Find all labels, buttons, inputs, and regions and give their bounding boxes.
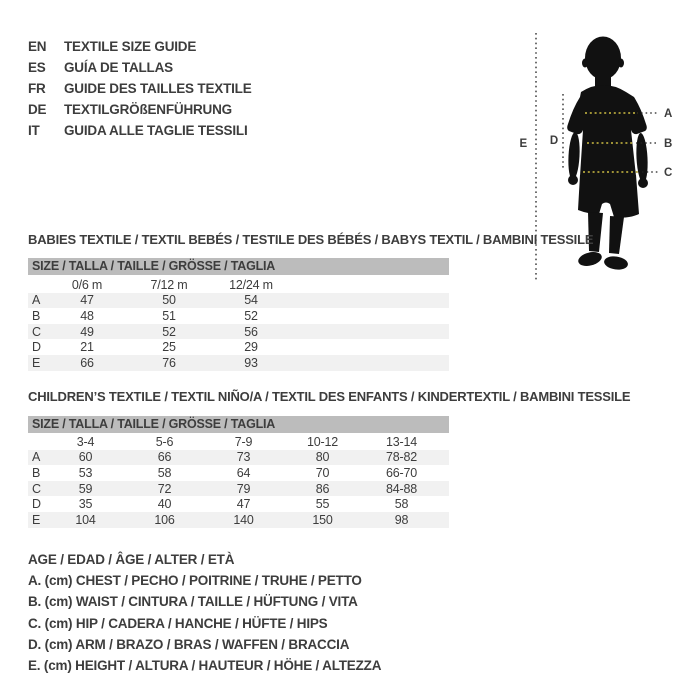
children-col-header: 5-6 [155, 434, 174, 449]
children-row-e [28, 512, 449, 528]
babies-size-header-bar: SIZE / TALLA / TAILLE / GRÖSSE / TAGLIA [28, 258, 449, 275]
table-cell: 73 [236, 450, 251, 465]
row-label: A [32, 450, 41, 465]
children-row-d [28, 496, 449, 512]
table-cell: 25 [162, 340, 176, 355]
table-cell: 84-88 [386, 481, 417, 496]
measure-label-c: C [664, 167, 673, 179]
children-row-c [28, 481, 449, 497]
table-cell: 50 [162, 293, 176, 308]
table-cell: 55 [315, 497, 330, 512]
babies-row-c [28, 324, 449, 340]
table-cell: 47 [236, 497, 251, 512]
language-row-es [28, 57, 252, 78]
babies-column-header-row [28, 277, 449, 293]
table-cell: 106 [154, 512, 175, 527]
child-measurement-diagram [505, 25, 700, 295]
table-cell: 21 [80, 340, 94, 355]
table-cell: 80 [315, 450, 330, 465]
table-cell: 64 [236, 465, 251, 480]
table-cell: 48 [80, 308, 94, 323]
babies-row-d [28, 339, 449, 355]
children-col-header: 10-12 [307, 434, 338, 449]
language-label: GUÍA DE TALLAS [64, 60, 173, 75]
babies-section-title: BABIES TEXTILE / TEXTIL BEBÉS / TESTILE DES BÉBÉS / BABYS TEXTIL / BAMBINI TESSILE [28, 232, 594, 247]
babies-col-header: 0/6 m [71, 277, 103, 292]
babies-table [28, 277, 449, 371]
language-row-de [28, 99, 252, 120]
legend-line-hip: C. (cm) HIP / CADERA / HANCHE / HÜFTE / HIPS [28, 615, 328, 631]
legend-line-waist: B. (cm) WAIST / CINTURA / TAILLE / HÜFTUNG / VITA [28, 594, 358, 610]
row-label: C [32, 324, 41, 339]
children-table [28, 434, 449, 528]
table-cell: 150 [312, 512, 333, 527]
table-cell: 79 [236, 481, 251, 496]
babies-row-a [28, 293, 449, 309]
language-code: IT [28, 123, 40, 138]
babies-row-e [28, 355, 449, 371]
table-cell: 40 [157, 497, 172, 512]
legend-line-age: AGE / EDAD / ÂGE / ALTER / ETÀ [28, 552, 235, 567]
table-cell: 49 [80, 324, 94, 339]
language-code: DE [28, 102, 47, 117]
children-section-title: CHILDREN’S TEXTILE / TEXTIL NIÑO/A / TEXTIL DES ENFANTS / KINDERTEXTIL / BAMBINI TESSILE [28, 389, 631, 404]
table-cell: 35 [78, 497, 93, 512]
table-cell: 66 [80, 355, 94, 370]
measure-label-a: A [664, 108, 673, 120]
language-row-en [28, 36, 252, 57]
legend-line-height: E. (cm) HEIGHT / ALTURA / HAUTEUR / HÖHE / ALTEZZA [28, 658, 382, 674]
language-title-list [28, 36, 252, 141]
babies-col-header: 12/24 m [229, 277, 273, 292]
legend-line-arm: D. (cm) ARM / BRAZO / BRAS / WAFFEN / BRACCIA [28, 636, 350, 652]
table-cell: 86 [315, 481, 330, 496]
children-row-a [28, 450, 449, 466]
table-cell: 66-70 [386, 465, 417, 480]
table-cell: 51 [162, 308, 176, 323]
table-cell: 78-82 [386, 450, 417, 465]
language-label: TEXTILE SIZE GUIDE [64, 39, 197, 54]
table-cell: 66 [157, 450, 172, 465]
table-cell: 54 [244, 293, 258, 308]
table-cell: 60 [78, 450, 93, 465]
table-cell: 104 [75, 512, 96, 527]
table-cell: 70 [315, 465, 330, 480]
language-row-fr [28, 78, 252, 99]
table-cell: 56 [244, 324, 258, 339]
table-cell: 58 [394, 497, 409, 512]
table-cell: 93 [244, 355, 258, 370]
table-cell: 98 [394, 512, 409, 527]
babies-row-b [28, 308, 449, 324]
table-cell: 52 [244, 308, 258, 323]
table-cell: 72 [157, 481, 172, 496]
measure-label-d: D [549, 135, 558, 147]
table-cell: 53 [78, 465, 93, 480]
language-code: FR [28, 81, 46, 96]
table-cell: 29 [244, 340, 258, 355]
row-label: E [32, 512, 41, 527]
measure-label-e: E [519, 138, 527, 150]
row-label: E [32, 355, 41, 370]
table-cell: 140 [233, 512, 254, 527]
language-row-it [28, 120, 252, 141]
row-label: A [32, 293, 41, 308]
table-cell: 58 [157, 465, 172, 480]
row-label: D [32, 340, 41, 355]
babies-col-header: 7/12 m [150, 277, 188, 292]
children-column-header-row [28, 434, 449, 450]
measurement-legend [28, 549, 381, 676]
table-cell: 59 [78, 481, 93, 496]
table-cell: 76 [162, 355, 176, 370]
children-col-header: 7-9 [234, 434, 253, 449]
children-col-header: 13-14 [386, 434, 417, 449]
children-col-header: 3-4 [76, 434, 95, 449]
language-label: TEXTILGRÖßENFÜHRUNG [64, 102, 232, 117]
language-label: GUIDA ALLE TAGLIE TESSILI [64, 123, 248, 138]
row-label: B [32, 465, 41, 480]
language-code: ES [28, 60, 46, 75]
measure-label-b: B [664, 138, 673, 150]
row-label: D [32, 497, 41, 512]
children-row-b [28, 465, 449, 481]
children-size-header-bar: SIZE / TALLA / TAILLE / GRÖSSE / TAGLIA [28, 416, 449, 433]
legend-line-chest: A. (cm) CHEST / PECHO / POITRINE / TRUHE / PETTO [28, 573, 362, 589]
language-label: GUIDE DES TAILLES TEXTILE [64, 81, 252, 96]
table-cell: 47 [80, 293, 94, 308]
table-cell: 52 [162, 324, 176, 339]
row-label: C [32, 481, 41, 496]
row-label: B [32, 308, 41, 323]
language-code: EN [28, 39, 47, 54]
